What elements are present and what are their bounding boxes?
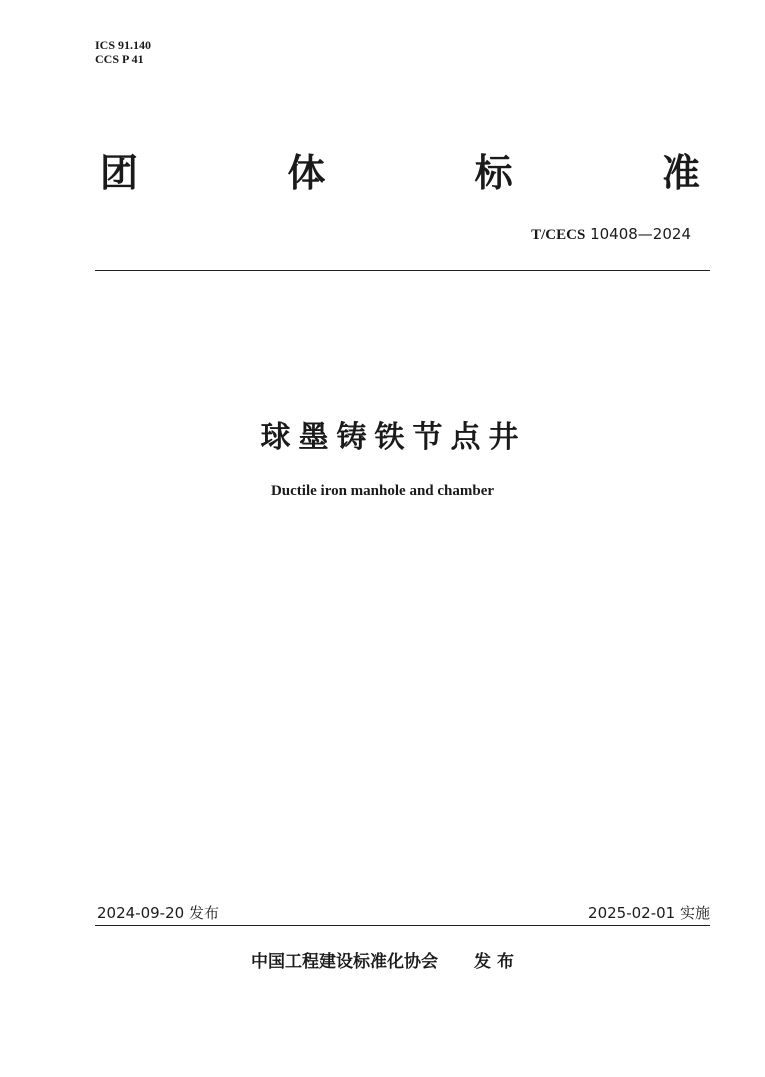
ccs-code: CCS P 41 <box>95 52 144 66</box>
document-title-english: Ductile iron manhole and chamber <box>270 483 495 499</box>
bottom-divider <box>95 925 710 926</box>
document-title-chinese: 球墨铸铁节点井 <box>260 420 527 455</box>
publisher-name: 中国工程建设标准化协会 <box>251 952 439 972</box>
standard-type-char: 体 <box>287 151 326 195</box>
issue-date: 2024-09-20 发布 <box>97 904 219 922</box>
standard-type-char: 准 <box>661 151 700 195</box>
implementation-date: 2025-02-01 实施 <box>588 904 710 922</box>
standard-type-char: 标 <box>474 151 513 195</box>
standard-type-char: 团 <box>100 151 139 195</box>
publisher-action: 发 布 <box>474 952 514 972</box>
ics-code: ICS 91.140 <box>95 38 152 52</box>
standard-type-heading <box>100 150 700 200</box>
publisher-line <box>0 947 765 972</box>
standard-code-prefix: T/CECS <box>531 227 586 243</box>
standard-code <box>531 225 691 244</box>
classification-block <box>95 38 295 66</box>
top-divider <box>95 270 710 271</box>
standard-code-number: 10408—2024 <box>590 225 691 243</box>
